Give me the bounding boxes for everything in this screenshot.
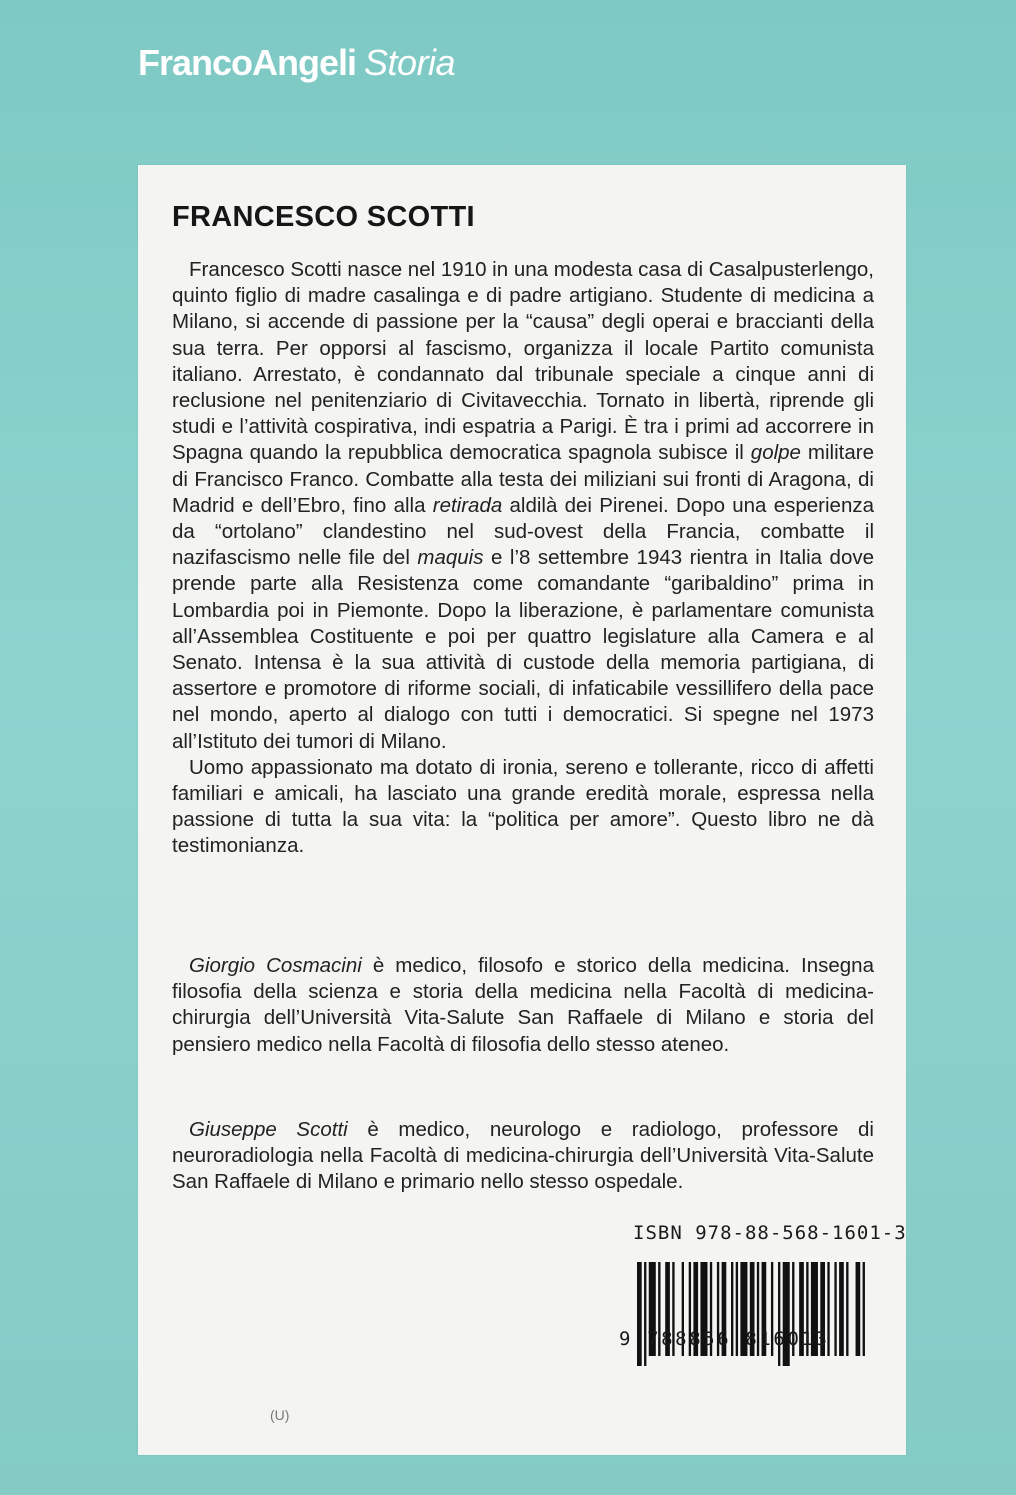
barcode: [619, 1262, 869, 1372]
isbn-label: ISBN 978-88-568-1601-3: [633, 1222, 907, 1244]
bio-italic-retirada: retirada: [432, 493, 503, 517]
bio-text-part: militare di Francisco Franco. Combatte alla testa dei miliziani sui fronti di Aragona, di Madrid e dell’Ebro, fino alla: [172, 441, 874, 517]
barcode-bars: [619, 1262, 869, 1366]
author-description: è medico, filosofo e storico della medicina. Insegna filosofia della scienza e storia della medicina nella Facoltà di medicina-chirurgia dell’Università Vita-Salute San Raffaele di Milano e storia del pensiero medico nella Facoltà di filosofia dello stesso ateneo.: [172, 954, 874, 1056]
barcode-digits: 9 788856 816013: [619, 1328, 830, 1350]
biography-paragraph-2: Uomo appassionato ma dotato di ironia, sereno e tollerante, ricco di affetti familiari e amicali, ha lasciato una grande eredità morale, espressa nella passione di tutta la sua vita: la “politica per amore”. Questo libro ne dà testimonianza.: [172, 755, 874, 858]
author-bio-scotti: [172, 1117, 874, 1196]
back-cover-panel: [138, 165, 906, 1455]
barcode-bar: [783, 1262, 790, 1366]
bio-text-part: aldilà dei Pirenei. Dopo una esperienza da “ortolano” clandestino nel sud-ovest della Francia, combatte il nazifascismo nelle file del: [172, 493, 875, 570]
bio-italic-maquis: maquis: [417, 546, 484, 570]
author-name: Giorgio Cosmacini: [189, 954, 362, 977]
author-description: è medico, neurologo e radiologo, professore di neuroradiologia nella Facoltà di medicina-chirurgia dell’Università Vita-Salute San Raffaele di Milano e primario nello stesso ospedale.: [172, 1118, 874, 1194]
isbn-barcode-block: [619, 1222, 907, 1350]
book-title: FRANCESCO SCOTTI: [172, 201, 475, 233]
bio-italic-golpe: golpe: [750, 441, 801, 465]
bio-text-part: e l’8 settembre 1943 rientra in Italia dove prende parte alla Resistenza come comandante “garibaldino” prima in Lombardia poi in Piemonte. Dopo la liberazione, è parlamentare comunista all’Assemblea Costituente e poi per quattro legislature alla Camera e al Senato. Intensa è la sua attività di custode della memoria partigiana, di assertore e promotore di riforme sociali, di infaticabile vessillifero della pace nel mondo, aperto al dialogo con tutti i democratici. Si spegne nel 1973 all’Istituto dei tumori di Milano.: [172, 546, 874, 753]
author-bio-cosmacini: [172, 953, 874, 1058]
bio-text-part: Francesco Scotti nasce nel 1910 in una modesta casa di Casalpusterlengo, quinto figlio di madre casalinga e di padre artigiano. Studente di medicina a Milano, si accende di passione per la “causa” degli operai e braccianti della sua terra. Per opporsi al fascismo, organizza il locale Partito comunista italiano. Arrestato, è condannato dal tribunale speciale a cinque anni di reclusione nel penitenziario di Civitavecchia. Tornato in libertà, riprende gli studi e l’attività cospirativa, indi espatria a Parigi. È tra i primi ad accorrere in Spagna quando la repubblica democratica spagnola subisce il: [172, 258, 874, 465]
footer-mark: (U): [270, 1407, 290, 1423]
barcode-bar: [644, 1262, 646, 1366]
biography-paragraph-1: [172, 257, 874, 755]
author-name: Giuseppe Scotti: [189, 1118, 348, 1141]
barcode-bar: [778, 1262, 780, 1366]
publisher-name: FrancoAngeli: [138, 42, 357, 83]
series-name: Storia: [364, 42, 456, 83]
publisher-brand: [138, 42, 455, 84]
barcode-bar: [637, 1262, 642, 1366]
biography-text: [172, 257, 874, 860]
